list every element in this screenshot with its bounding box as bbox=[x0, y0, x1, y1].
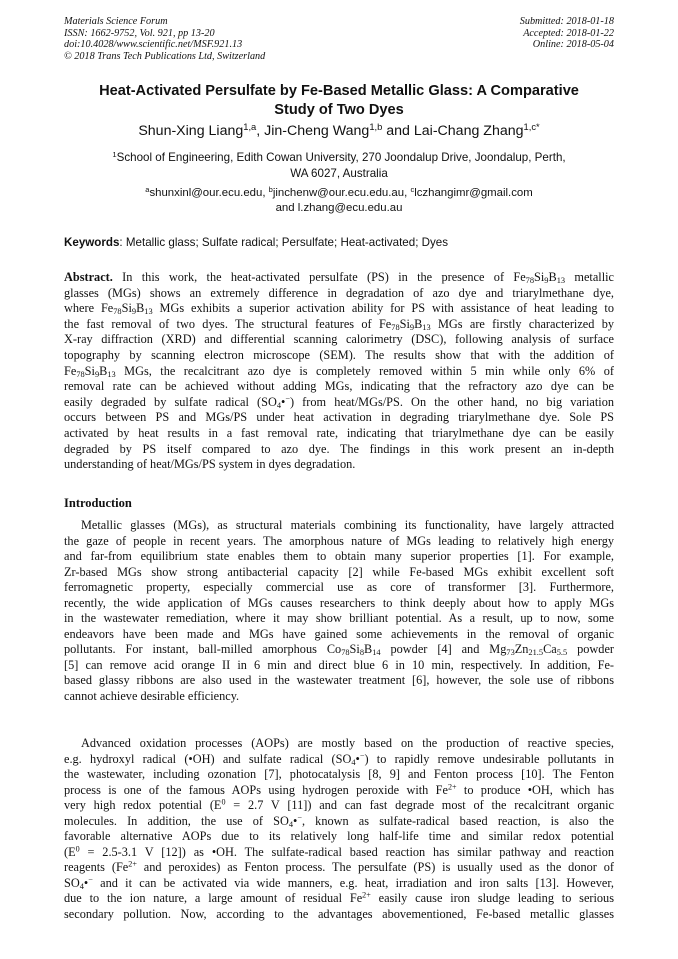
abstract-line: the fast removal of two dyes. The structural features of $Fe_{78}Si_9B_{13}$ MGs are firstly characterized by bbox=[64, 316, 614, 332]
date-accepted: Accepted: 2018-01-22 bbox=[523, 27, 614, 39]
paragraph-line: cannot achieve desirable efficiency. bbox=[64, 689, 240, 704]
affiliation-line-1 bbox=[64, 150, 614, 166]
paragraph-line: ferromagnetic property, especially commercial use as core of transformer [3]. Furthermore, bbox=[64, 580, 614, 595]
title-line-1: Heat-Activated Persulfate by Fe-Based Metallic Glass: A Comparative bbox=[99, 83, 579, 99]
paragraph-line: process is one of the famous AOPs using hydrogen peroxide with $Fe^{2+}$ to produce •OH, which has bbox=[64, 782, 614, 797]
intro-paragraph-2 bbox=[64, 736, 614, 923]
email-marker: c bbox=[410, 184, 415, 194]
author-2-affil: 1,b bbox=[369, 121, 383, 132]
abstract-text: In this work, the heat-activated persulfate (PS) in the presence of $Fe_{78}Si_9B_{13}$ metallic bbox=[112, 270, 614, 286]
journal-copyright: © 2018 Trans Tech Publications Ltd, Switzerland bbox=[64, 50, 266, 62]
author-emails bbox=[64, 186, 614, 216]
paragraph-line: Metallic glasses (MGs), as structural materials combining its functionality, have largely attracted bbox=[81, 518, 614, 532]
email-c[interactable]: lczhangimr@gmail.com bbox=[414, 187, 533, 199]
abstract-line: X-ray diffraction (XRD) and differential scanning calorimetry (DSC), following analysis of surface bbox=[64, 332, 614, 347]
paragraph-line: based glassy ribbons are also used in the wastewater treatment [6], however, the sole use of ribbons bbox=[64, 673, 614, 688]
paragraph-line: due to the ion nature, a large amount of residual $Fe^{2+}$ easily cause iron sludge leading to serious bbox=[64, 891, 614, 906]
author-separator: and bbox=[382, 123, 414, 139]
abstract-line: occurs between PS and MGs/PS under heat activation in degrading triarylmethane dye. Sole PS bbox=[64, 410, 614, 425]
paragraph-line: and far-from equilibrium state enables them to obtain many superior properties [1]. For example, bbox=[64, 549, 614, 564]
paragraph-line: the gaze of people in recent years. The amorphous nature of MGs leading to relatively high energy bbox=[64, 533, 614, 548]
paragraph-line: pollutants. For instant, ball-milled amorphous $Co_{78}Si_8B_{14}$ powder [4] and $Mg_{73}Zn_{21.5}Ca_{5.5}$ powder bbox=[64, 642, 615, 658]
abstract-label: Abstract. bbox=[64, 270, 113, 284]
paragraph-line: [5] can remove acid orange II in 6 min and direct blue 6 in 10 min, respectively. In addition, Fe- bbox=[64, 657, 614, 672]
emails-line-1 bbox=[64, 186, 614, 201]
author-1-affil: 1,a bbox=[243, 121, 257, 132]
paragraph-line: in the wastewater remediation, where it may show brilliant potential. As a result, up to now, some bbox=[64, 611, 614, 626]
abstract-line: topography by scanning electron microscope (SEM). The results show that with the addition of bbox=[64, 347, 614, 362]
email-marker: b bbox=[268, 184, 273, 194]
paragraph-line: e.g. hydroxyl radical (•OH) and sulfate radical $(SO_4•^-)$ to rapidly remove undesirable pollutants in bbox=[64, 751, 614, 767]
paragraph-line: $SO_4•^-$ and it can be activated via wide manners, e.g. heat, irradiation and iron salts [13]. However, bbox=[64, 875, 614, 891]
paragraph-line: very high redox potential ($E^0 = 2.7$ V [11]) and can fast degrade most of the recalcitrant organic bbox=[64, 797, 615, 813]
email-b[interactable]: jinchenw@our.ecu.edu.au, bbox=[272, 187, 411, 199]
paragraph-line: the wastewater, including ozonation [7], photocatalysis [8, 9] and Fenton process [10]. The Fenton bbox=[64, 767, 614, 782]
paragraph-line: reagents ($Fe^{2+}$ and peroxides) as Fenton process. The persulfate (PS) is usually used as the donor of bbox=[64, 859, 614, 875]
intro-paragraph-1 bbox=[64, 518, 614, 705]
author-1: Shun-Xing Liang bbox=[138, 123, 244, 139]
affiliation bbox=[64, 150, 614, 181]
affiliation-marker: 1 bbox=[112, 149, 117, 159]
abstract-line: $Fe_{78}Si_9B_{13}$ MGs, the recalcitrant azo dye is completely removed within 5 min while only 6% of bbox=[64, 363, 614, 379]
emails-line-2[interactable]: and l.zhang@ecu.edu.au bbox=[275, 202, 403, 214]
author-3: Lai-Chang Zhang bbox=[413, 123, 524, 139]
journal-issn: ISSN: 1662-9752, Vol. 921, pp 13-20 bbox=[64, 27, 215, 39]
journal-name: Materials Science Forum bbox=[64, 16, 168, 27]
abstract bbox=[64, 270, 614, 473]
author-2: Jin-Cheng Wang bbox=[264, 123, 370, 139]
paragraph-line: Advanced oxidation processes (AOPs) are mostly based on the production of reactive species, bbox=[81, 736, 614, 750]
keywords-text: : Metallic glass; Sulfate radical; Persulfate; Heat-activated; Dyes bbox=[119, 236, 449, 249]
abstract-line: understanding of heat/MGs/PS system in dyes degradation. bbox=[64, 457, 356, 472]
journal-doi: doi:10.4028/www.scientific.net/MSF.921.13 bbox=[64, 39, 243, 51]
paper-title bbox=[64, 82, 614, 120]
paragraph-line: recently, the wide application of MGs causes researchers to think deeply about how to apply MGs bbox=[64, 595, 614, 610]
paragraph-line: endeavors have been made and MGs have gained some achievements in the removal of organic bbox=[64, 626, 614, 641]
date-submitted: Submitted: 2018-01-18 bbox=[519, 16, 614, 27]
affiliation-line-2: WA 6027, Australia bbox=[290, 166, 388, 180]
author-3-affil: 1,c* bbox=[523, 121, 540, 132]
email-a[interactable]: shunxinl@our.ecu.edu, bbox=[149, 187, 269, 199]
author-separator: , bbox=[256, 123, 265, 139]
abstract-line: removal rate can be achieved without adding MGs, indicating that the refractory azo dye can be bbox=[64, 379, 614, 394]
paragraph-line: Zr-based MGs show strong antibacterial capacity [2] while Fe-based MGs exhibit excellent soft bbox=[64, 564, 614, 579]
paragraph-line: favorable alternative AOPs due to its relatively long half-life time and similar redox potential bbox=[64, 829, 614, 844]
affiliation-text: School of Engineering, Edith Cowan University, 270 Joondalup Drive, Joondalup, Perth, bbox=[116, 151, 566, 164]
keywords-label: Keywords bbox=[64, 236, 120, 249]
abstract-line bbox=[64, 270, 614, 286]
email-marker: a bbox=[145, 184, 150, 194]
keywords bbox=[64, 235, 614, 250]
paragraph-line: secondary pollution. Now, according to the advantages abovementioned, Fe-based metallic glasses bbox=[64, 907, 614, 922]
journal-info bbox=[64, 16, 265, 62]
submission-dates bbox=[520, 16, 614, 51]
abstract-line: glasses (MGs) shows an extremely difference in degradation of azo dye and triarylmethane dye, bbox=[64, 285, 614, 300]
author-list bbox=[64, 122, 614, 140]
paragraph-line: molecules. In addition, the use of $SO_4•^-$, known as sulfate-radical based reaction, is also the bbox=[64, 813, 614, 829]
abstract-line: easily degraded by sulfate radical $(SO_4•^-)$ from heat/MGs/PS. On the other hand, no big variation bbox=[64, 394, 614, 410]
abstract-line: where $Fe_{78}Si_9B_{13}$ MGs exhibits a superior activation ability for PS with assistance of heat leading to bbox=[64, 301, 614, 317]
abstract-line: degraded by PS itself compared to azo dye. The findings in this work present an in-depth bbox=[64, 441, 614, 456]
date-online: Online: 2018-05-04 bbox=[532, 39, 614, 51]
abstract-line: activated by heat results in a fast removal rate, indicating that triarylmethane dye can be easily bbox=[64, 425, 614, 440]
paragraph-line: ($E^0 = 2.5-3.1$ V [12]) as •OH. The sulfate-radical based reaction has similar pathway and reaction bbox=[64, 844, 614, 859]
section-heading-introduction: Introduction bbox=[64, 496, 132, 510]
title-line-2: Study of Two Dyes bbox=[274, 102, 404, 118]
